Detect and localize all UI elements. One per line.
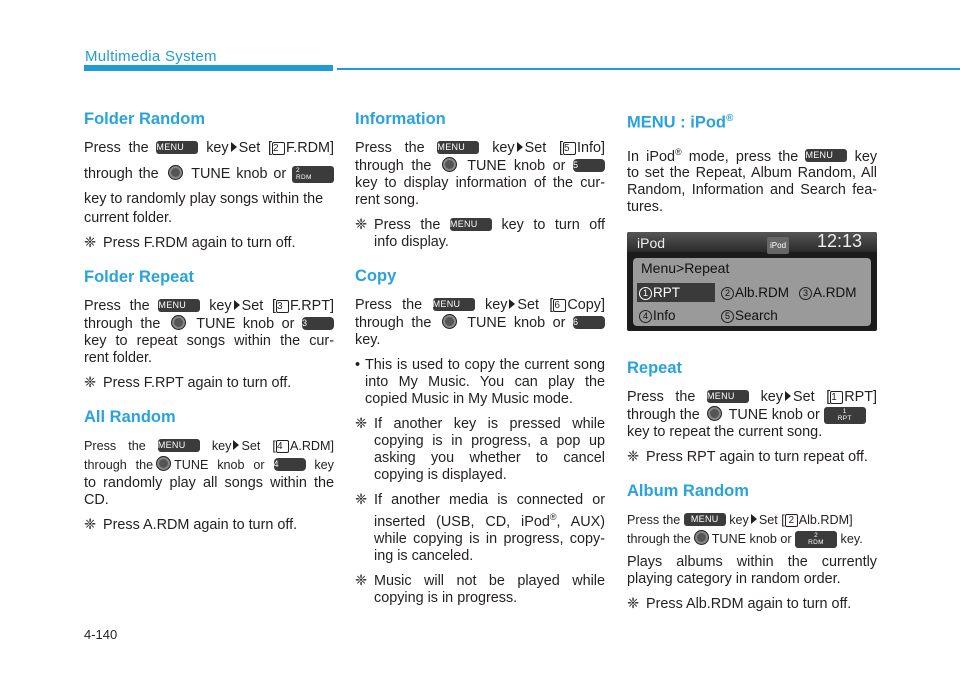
text: Info] [576,140,605,156]
note-line [374,217,605,234]
text-line: current folder. [84,210,172,226]
number-3-key-icon: 3 [302,317,334,330]
note-icon: ❈ [355,572,368,589]
rdm-key-icon [795,531,837,548]
text: key [492,140,515,156]
menu-key-icon: MENU [433,298,475,311]
key-sub: RDM [296,174,312,181]
tune-knob-icon [442,157,457,172]
column-2 [355,108,605,615]
option-number: 5 [721,310,734,323]
arrow-right-icon [509,299,515,309]
note-icon: ❈ [627,596,640,613]
section-title: Album Random [627,482,749,501]
note [84,375,334,392]
text: key [760,389,784,406]
page-number: 4-140 [84,627,118,642]
text: Press the [84,140,149,156]
option-alb-rdm[interactable] [721,284,789,301]
text-line: key to repeat the current song. [627,424,823,441]
instruction-line [84,315,334,333]
text: This is used to copy the current song into My Music. You can play the copied Music in My Music mode. [365,357,605,407]
section-repeat [627,357,877,466]
text: TUNE knob or [467,158,566,174]
note-icon: ❈ [355,217,368,233]
text-line: Random, Information and Search fea- [627,182,877,199]
text: key [209,298,232,314]
note [355,217,605,251]
column-3 [627,108,877,621]
section-title: Information [355,110,446,128]
menu-path: Menu>Repeat [641,260,730,277]
text: In iPod [627,148,675,165]
tune-knob-icon [156,456,171,471]
text: F.RPT] [290,298,335,314]
instruction-line [355,297,605,314]
list-item [355,357,605,408]
key-sub: RPT [837,415,852,423]
section-information [355,108,605,251]
menu-key-icon: MENU [805,149,847,162]
option-rpt[interactable] [639,284,680,301]
note-icon: ❈ [627,449,640,466]
note-text: If another key is pressed while copying is in progress, a pop up asking you whether to cancel copying is displayed. [374,416,605,483]
text: Press the [355,297,423,313]
number-key-icon: 2 [785,514,798,527]
text-line: to set the Repeat, Album Random, All [627,165,877,182]
tune-knob-icon [707,406,722,421]
text: through the [627,532,691,547]
text-line: tures. [627,199,663,216]
bullet-icon: • [355,357,361,373]
text: Set [ [241,439,276,453]
text: RPT] [844,389,877,406]
note-text [374,217,605,251]
arrow-right-icon [517,142,523,152]
arrow-right-icon [785,391,791,401]
column-1 [84,108,334,542]
tune-knob-icon [694,530,709,545]
text: Press the [627,513,681,528]
text: , AUX) while copying is in progress, copy-ing is canceled. [374,513,606,564]
section-title: All Random [84,408,176,426]
section-title: Folder Repeat [84,268,195,286]
text: through the [84,458,154,472]
option-number: 2 [721,287,734,300]
note-text: Press Alb.RDM again to turn off. [646,596,852,613]
tune-knob-icon [442,314,457,329]
section-title [627,108,877,134]
text: MENU : iPod [627,113,726,132]
registered-mark: ® [726,113,734,124]
instruction-line [84,165,334,183]
option-label: Info [653,308,676,324]
section-folder-random [84,108,334,252]
ipod-menu-screen [627,232,877,331]
text-line: Plays albums within the currently [627,554,877,571]
option-info[interactable] [639,307,676,324]
section-all-random [84,406,334,534]
instruction-line [355,314,605,332]
bullet-list [355,357,605,408]
text: info display. [374,234,449,250]
text: Set [ [517,297,554,313]
text: key [729,513,749,528]
menu-key-icon: MENU [437,141,479,154]
section-title: Copy [355,267,397,285]
ipod-badge: iPod [767,237,789,254]
note-text [374,492,605,565]
text: Set [ [241,298,277,314]
text: through the [627,407,700,424]
text: If another media is connected or inserted (USB, CD, iPod [374,492,605,530]
menu-key-icon: MENU [707,390,749,403]
option-label: Alb.RDM [735,285,790,301]
number-key-icon: 4 [276,440,289,453]
text: through the [84,166,159,182]
note [355,492,605,565]
text: Set [ [524,140,563,156]
option-number: 1 [639,287,652,300]
note-icon: ❈ [355,416,368,432]
text: through the [84,316,161,332]
text-line: key to display information of the cur- [355,175,605,191]
option-label: A.RDM [813,285,857,301]
text: Set [ [238,140,273,156]
text: Press the [84,298,150,314]
text: TUNE knob or [174,458,265,472]
section-album-random [627,480,877,613]
text: Press the [355,140,425,156]
number-key-icon: 1 [830,391,843,404]
text-line: CD. [84,492,109,508]
text: TUNE knob or [728,407,820,424]
option-number: 3 [799,287,812,300]
instruction-line [627,512,877,529]
key-number: 2 [814,532,818,540]
arrow-right-icon [233,440,239,450]
instruction-line [84,140,334,157]
menu-key-icon: MENU [158,439,200,452]
menu-key-icon: MENU [158,299,200,312]
text-line: key to randomly play songs within the [84,191,324,207]
number-4-key-icon: 4 [274,458,306,471]
option-search[interactable] [721,307,778,324]
text-line: to randomly play all songs within the [84,475,334,491]
text: key to turn off [501,217,605,233]
text: TUNE knob or [191,166,287,182]
text: Press the [84,439,146,453]
text: Press the [627,389,696,406]
text: through the [355,158,432,174]
text: Copy] [567,297,605,313]
number-key-icon: 6 [553,299,566,312]
text: TUNE knob or [467,315,566,331]
screen-clock: 12:13 [817,232,863,252]
section-menu-ipod [627,108,877,216]
instruction-line [627,530,877,548]
note-text: Press A.RDM again to turn off. [103,517,298,533]
arrow-right-icon [234,300,240,310]
key-sub: RDM [808,539,824,547]
option-label: Search [735,308,778,324]
option-label: RPT [653,285,680,301]
text: TUNE knob or [196,316,295,332]
text: TUNE knob or [711,532,792,547]
instruction-line [627,144,877,166]
note [84,235,334,252]
arrow-right-icon [231,142,237,152]
instruction-line [627,406,877,424]
key-number: 1 [842,408,847,416]
instruction-line [84,438,334,455]
text: mode, press the [681,148,799,165]
instruction-line [627,389,877,406]
text-line: key. [355,332,381,348]
note [84,517,334,534]
note-text: Press F.RDM again to turn off. [103,235,296,251]
menu-key-icon: MENU [450,218,492,231]
instruction-line [355,157,605,175]
text-line: key to repeat songs within the cur- [84,333,334,349]
note-text: Press RPT again to turn repeat off. [646,449,868,466]
number-key-icon: 3 [276,300,289,313]
header-title: Multimedia System [85,48,217,65]
arrow-right-icon [751,514,757,524]
text: key [206,140,229,156]
tune-knob-icon [171,315,186,330]
option-number: 4 [639,310,652,323]
section-title: Repeat [627,359,683,378]
number-6-key-icon: 6 [573,316,605,329]
text: A.RDM] [289,439,335,453]
section-title: Folder Random [84,110,206,128]
instruction-line [84,456,334,474]
note-icon: ❈ [84,375,97,391]
text: Set [ [758,513,785,528]
text: Press the [374,217,441,233]
registered-mark: ® [549,512,557,522]
tune-knob-icon [168,165,183,180]
note-text: Press F.RPT again to turn off. [103,375,292,391]
text: through the [355,315,432,331]
text: key [854,148,878,165]
number-key-icon: 5 [563,142,576,155]
text: key. [840,532,863,547]
note-icon: ❈ [84,235,97,251]
screen-title: iPod [637,235,666,252]
note [627,449,877,466]
text: Set [ [793,389,831,406]
menu-key-icon: MENU [684,513,726,526]
note [355,416,605,484]
text: Alb.RDM] [798,513,853,528]
text: key [314,458,334,472]
note-text: Music will not be played while copying is in progress. [374,572,605,606]
note [627,596,877,613]
rpt-key-icon [824,407,866,424]
text-line: playing category in random order. [627,571,841,588]
text: key [211,439,232,453]
instruction-line [355,140,605,157]
registered-mark: ® [674,146,682,157]
number-5-key-icon: 5 [573,159,605,172]
rdm-key-icon [292,166,334,183]
text-line: rent song. [355,192,419,208]
option-a-rdm[interactable] [799,284,857,301]
text: key [485,297,508,313]
header-rule [337,68,960,70]
header-bar [84,65,333,71]
section-copy [355,265,605,607]
section-folder-repeat [84,266,334,392]
text: F.RDM] [286,140,334,156]
note [355,573,605,607]
key-number: 2 [296,167,300,174]
number-key-icon: 2 [272,142,285,155]
note-icon: ❈ [355,492,368,508]
text-line: rent folder. [84,350,152,366]
menu-key-icon: MENU [156,141,198,154]
note-icon: ❈ [84,517,97,533]
instruction-line [84,298,334,315]
